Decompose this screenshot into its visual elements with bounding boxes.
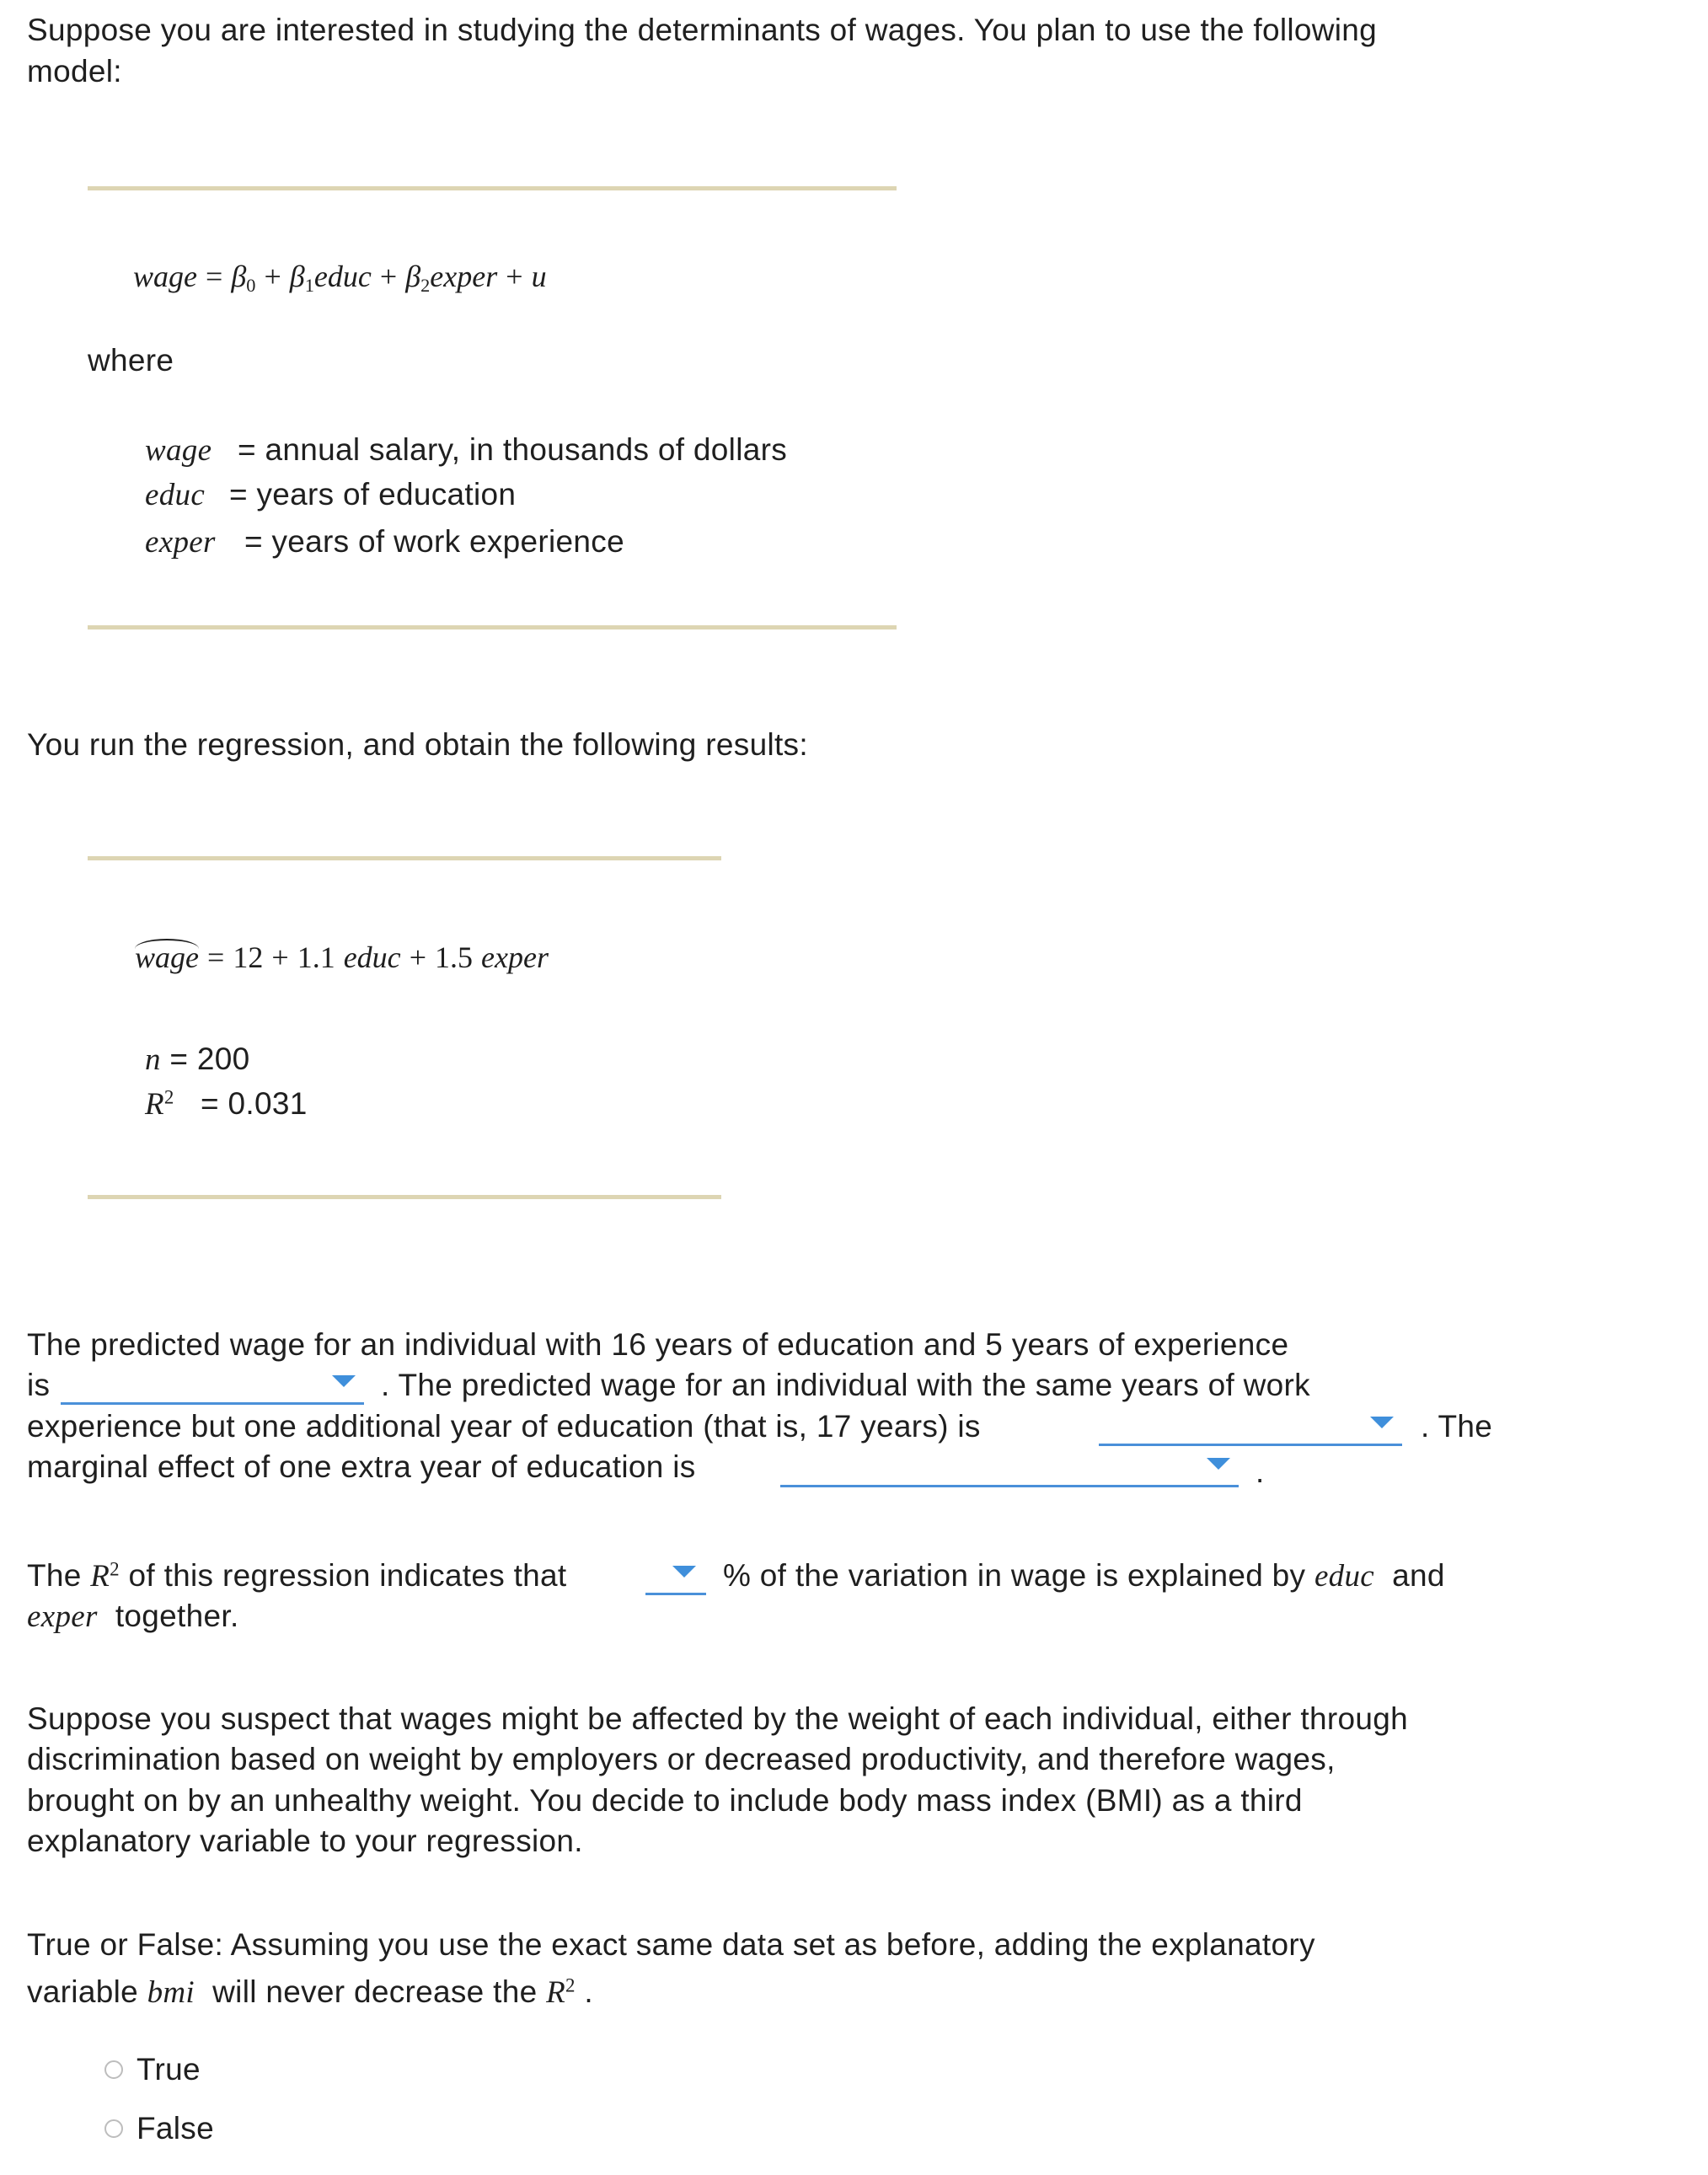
where-label: where — [88, 343, 174, 378]
definition-var: educ — [145, 478, 206, 512]
q1-line-3a: experience but one additional year of education (that is, 17 years) is — [27, 1409, 981, 1444]
intro-line-2: model: — [27, 54, 122, 88]
q1-line-1: The predicted wage for an individual with 16 years of education and 5 years of experience — [27, 1327, 1289, 1362]
q1-line-4a: marginal effect of one extra year of education is — [27, 1449, 696, 1484]
results-top-rule — [88, 856, 721, 860]
definition-var: exper — [145, 525, 216, 560]
estimated-lhs: wage — [135, 937, 199, 978]
chevron-down-icon — [672, 1566, 696, 1578]
suspect-line-3: brought on by an unhealthy weight. You decide to include body mass index (BMI) as a third — [27, 1783, 1303, 1818]
marginal-effect-dropdown[interactable] — [780, 1446, 1239, 1487]
coef-educ: 1.1 — [297, 940, 335, 974]
r2-percent-dropdown[interactable] — [645, 1554, 706, 1595]
option-true[interactable] — [104, 2049, 201, 2090]
suspect-line-4: explanatory variable to your regression. — [27, 1824, 583, 1858]
predicted-wage-17-dropdown[interactable] — [1099, 1405, 1402, 1446]
stat-r2: $R^2 = 0.031$ — [145, 1086, 308, 1122]
results-intro: You run the regression, and obtain the following results: — [27, 727, 808, 762]
intro-line-1: Suppose you are interested in studying the determinants of wages. You plan to use the following — [27, 13, 1378, 47]
tf-line-1: True or False: Assuming you use the exact same data set as before, adding the explanatory — [27, 1927, 1315, 1962]
results-bottom-rule — [88, 1195, 721, 1199]
definition-desc: = annual salary, in thousands of dollars — [238, 432, 788, 467]
model-bottom-rule — [88, 625, 897, 629]
q1-line-2a: is — [27, 1368, 51, 1402]
definition-row — [145, 430, 787, 471]
model-eq: = — [206, 260, 223, 293]
suspect-line-2: discrimination based on weight by employers or decreased productivity, and therefore wages, — [27, 1742, 1336, 1776]
q2-line-1: The $R^2$ of this regression indicates that — [27, 1558, 567, 1594]
q2-line-1b: % of the variation in wage is explained by educ and — [723, 1558, 1445, 1594]
q2-line-2: exper together. — [27, 1599, 239, 1634]
definition-desc: = years of work experience — [244, 524, 624, 559]
estimated-equation: wage = 12 + 1.1 educ + 1.5 exper — [135, 937, 549, 978]
predicted-wage-16-dropdown[interactable] — [61, 1363, 364, 1405]
option-false[interactable] — [104, 2108, 214, 2149]
coef-exper: 1.5 — [435, 940, 474, 974]
definition-desc: = years of education — [229, 477, 517, 512]
radio-button-icon[interactable] — [104, 2119, 123, 2138]
model-equation: wage = $\beta_0$ + $\beta_1educ$ + $\beta_2exper + u$ — [133, 260, 547, 297]
definition-var: wage — [145, 433, 212, 468]
option-label: True — [137, 2052, 201, 2087]
chevron-down-icon — [1207, 1458, 1230, 1470]
q1-line-4b: . — [1256, 1454, 1265, 1489]
suspect-line-1: Suppose you suspect that wages might be affected by the weight of each individual, either through — [27, 1701, 1408, 1736]
model-lhs: wage — [133, 260, 197, 293]
tf-line-2: variable bmi will never decrease the $R^2$ . — [27, 1974, 593, 2010]
q1-line-3b: . The — [1421, 1409, 1493, 1444]
stat-n: n = 200 — [145, 1042, 250, 1077]
q1-line-2b: . The predicted wage for an individual with the same years of work — [381, 1368, 1310, 1402]
chevron-down-icon — [1370, 1417, 1394, 1428]
chevron-down-icon — [332, 1375, 356, 1387]
option-label: False — [137, 2111, 214, 2146]
model-top-rule — [88, 186, 897, 190]
definition-row — [145, 522, 624, 563]
radio-button-icon[interactable] — [104, 2060, 123, 2079]
intercept: 12 — [233, 940, 264, 974]
definition-row — [145, 474, 516, 516]
